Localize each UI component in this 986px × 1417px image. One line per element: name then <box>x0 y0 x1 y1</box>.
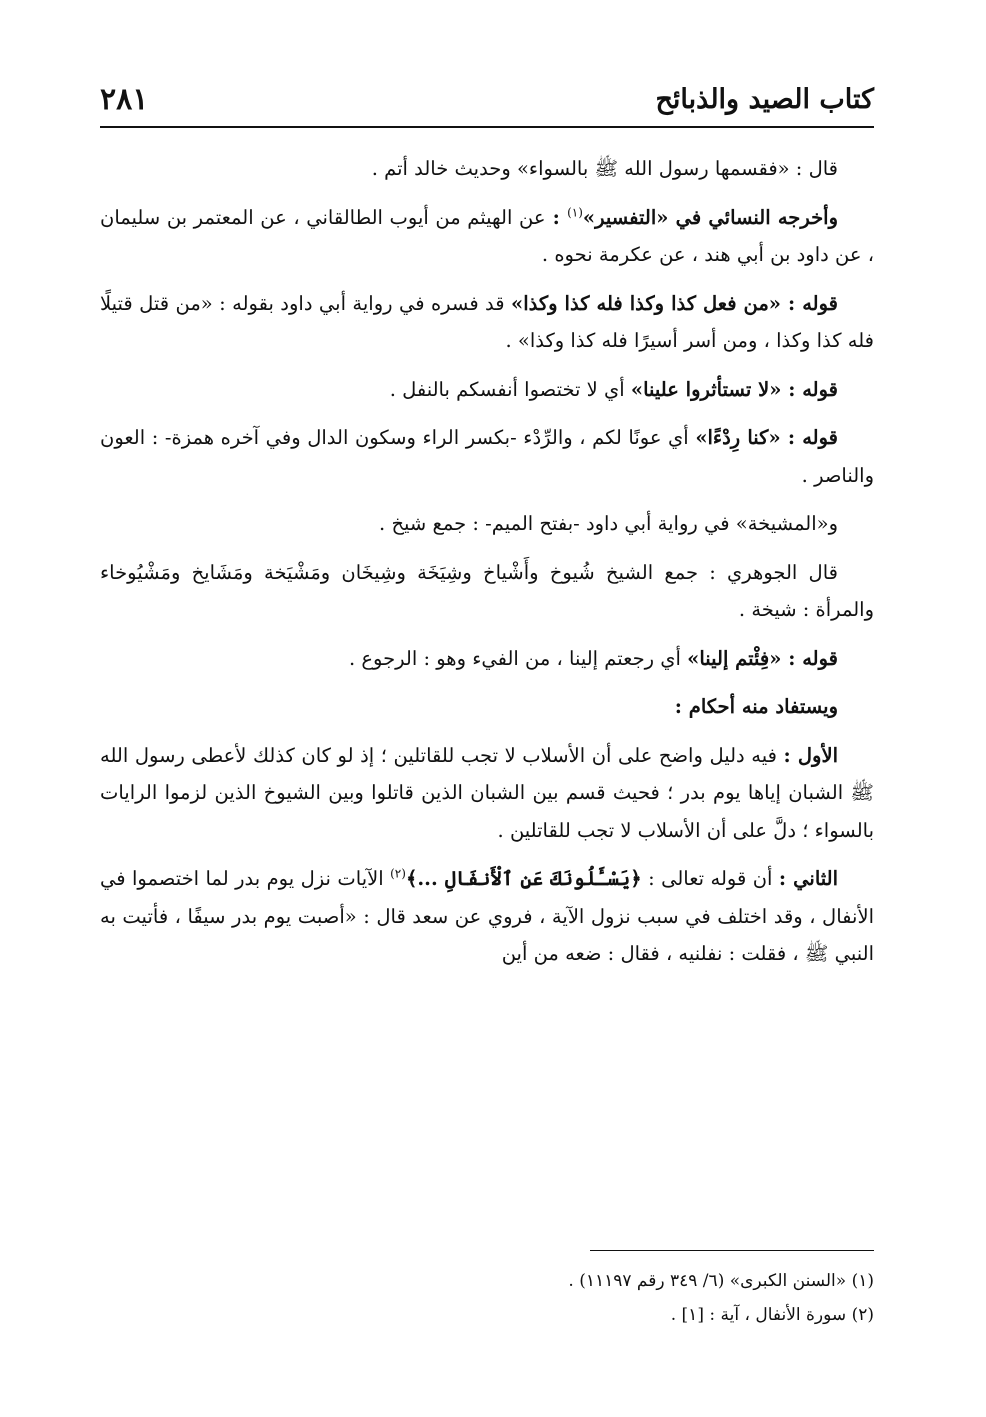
text-run: أي لا تختصوا أنفسكم بالنفل . <box>389 377 631 401</box>
text-run: قال : «فقسمها رسول الله ﷺ بالسواء» وحديث خالد أتم . <box>371 157 838 180</box>
page-header <box>100 78 874 128</box>
text-run: الآيات نزل يوم بدر لما اختصموا في الأنفال ، وقد اختلف في سبب نزول الآية ، فروي عن سعد قال : «أصبت يوم بدر سيفًا ، فأتيت به النبي ﷺ ، فقلت : نفلنيه ، فقال : ضعه من أين <box>100 867 874 965</box>
bold-text: الأول : <box>783 743 838 767</box>
footnote-2: (٢) سورة الأنفال ، آية : [١] . <box>670 1305 874 1325</box>
running-title: كتاب الصيد والذبائح <box>655 84 874 115</box>
bold-text: وأخرجه النسائي في «التفسير» <box>582 205 838 229</box>
footnote-marker: (١) <box>567 205 583 219</box>
text-run: أن قوله تعالى : <box>641 867 779 890</box>
footnote-divider <box>590 1250 874 1251</box>
bold-text: ويستفاد منه أحكام : <box>674 695 838 718</box>
paragraph <box>100 640 874 678</box>
paragraph <box>100 285 874 360</box>
text-run: قال الجوهري : جمع الشيخ شُيوخ وأَشْياخ وشِيَخَة وشِيخَان ومَشْيَخة ومَشَايخ ومَشْيُوخاء والمرأة : شيخة . <box>100 560 874 621</box>
bold-text: ﴿يَسْـَٔلُونَكَ عَنِ ٱلْأَنفَالِ ...﴾ <box>405 867 642 890</box>
main-text <box>100 150 874 984</box>
paragraph <box>100 199 874 274</box>
bold-text: قوله : «كنا رِدْءًا» <box>695 426 838 449</box>
bold-text: قوله : «فِئْتم إلينا» <box>687 646 838 670</box>
text-run: فيه دليل واضح على أن الأسلاب لا تجب للقاتلين ؛ إذ لو كان كذلك لأعطى رسول الله ﷺ الشبان إياها يوم بدر ؛ فحيث قسم بين الشبان الذين قاتلوا وبين الشيوخ الذين لزموا الرايات بالسواء ؛ دلَّ على أن الأسلاب لا تجب للقاتلين . <box>100 743 874 842</box>
text-run: أي عونًا لكم ، والرِّدْء -بكسر الراء وسكون الدال وفي آخره همزة- : العون والناصر . <box>100 426 874 487</box>
footnotes <box>100 1264 874 1332</box>
section-heading <box>100 688 874 726</box>
text-run: و«المشيخة» في رواية أبي داود -بفتح الميم- : جمع شيخ . <box>379 512 838 535</box>
page-number: ٢٨١ <box>100 82 149 117</box>
bold-text: قوله : «لا تستأثروا علينا» <box>630 377 838 401</box>
footnote-1: (١) «السنن الكبرى» (٦/ ٣٤٩ رقم ١١١٩٧) . <box>568 1271 874 1291</box>
paragraph <box>100 860 874 973</box>
text-run: أي رجعتم إلينا ، من الفيء وهو : الرجوع . <box>348 646 688 670</box>
paragraph <box>100 150 874 188</box>
footnote-marker: (٢) <box>390 866 406 881</box>
paragraph <box>100 371 874 409</box>
bold-text: قوله : «من فعل كذا وكذا فله كذا وكذا» <box>511 291 838 315</box>
header-divider <box>100 126 874 128</box>
paragraph <box>100 737 874 850</box>
bold-text: الثاني : <box>778 867 838 890</box>
paragraph <box>100 554 874 629</box>
text-run: عن الهيثم من أيوب الطالقاني ، عن المعتمر بن سليمان ، عن داود بن أبي هند ، عن عكرمة نحوه . <box>100 205 874 266</box>
paragraph <box>100 505 874 543</box>
bold-text: : <box>545 205 568 229</box>
paragraph <box>100 419 874 494</box>
text-run: قد فسره في رواية أبي داود بقوله : «من قتل قتيلًا فله كذا وكذا ، ومن أسر أسيرًا فله كذا وكذا» . <box>100 291 874 352</box>
